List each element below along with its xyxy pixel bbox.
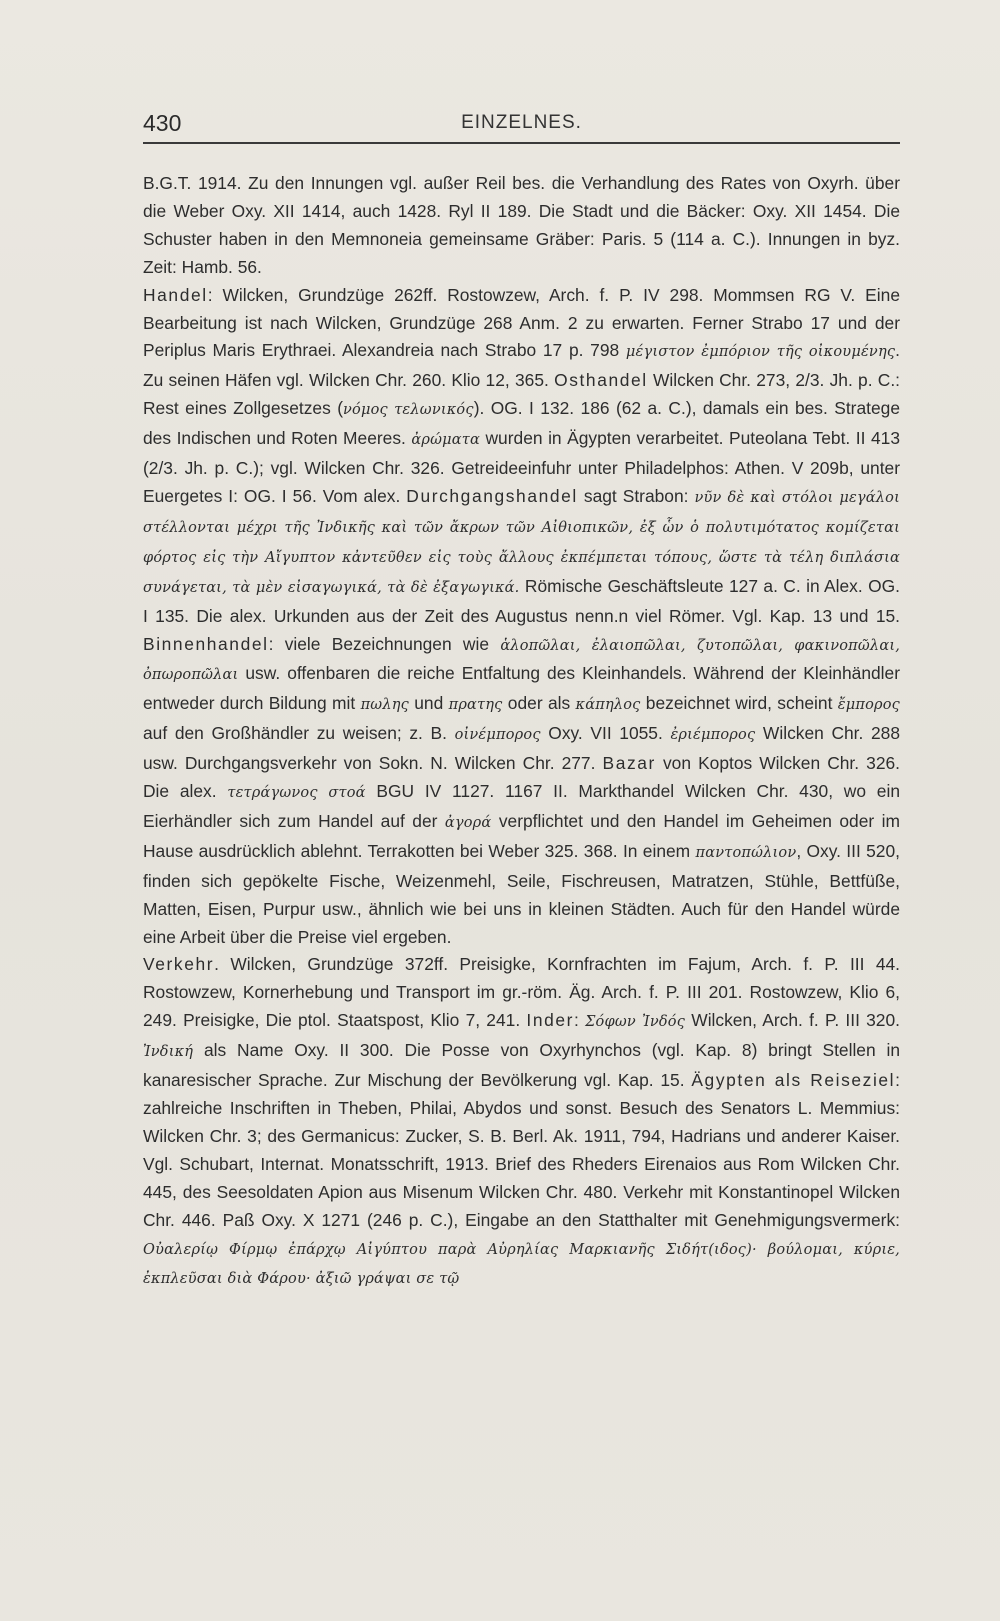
text-run: sagt Strabon: [577,485,695,506]
text-run: verpflichtet und den Handel im Geheimen oder im Hause ausdrücklich ablehnt. Terrakotten bei Weber 325. 368. In einem [143,810,900,861]
text-run: wurden in Ägypten verarbeitet. Puteolana Tebt. II 413 (2/3. Jh. p. C.); vgl. Wilcken Chr. 326. Getreideeinfuhr unter Philadelphos: Athen. V 209b, unter Euergetes I: OG. I 56. Vom alex. [143,428,900,506]
text-run: ). OG. I 132. 186 (62 a. C.), damals ein bes. Stratege des Indischen und Roten Meeres. [143,398,900,449]
text-run: oder als [502,693,576,714]
text-run: : viele Bezeichnungen wie [268,633,501,654]
greek-quotation: παντοπώλιον [695,844,797,861]
spaced-keyword: Durchgangshandel [406,485,578,506]
greek-quotation: κάπηλος [575,697,641,714]
text-run: : zahlreiche Inschriften in Theben, Philai, Abydos und sonst. Besuch des Senators L. Memmius: Wilcken Chr. 3; des Germanicus: Zucker, S. B. Berl. Ak. 1911, 794, Hadrians und anderer Kaiser. Vgl. Schubart, Internat. Monatsschrift, 1913. Brief des Rheders Eirenaios aus Rom Wilcken Chr. 445, des Seesoldaten Apion aus Misenum Wilcken Chr. 480. Verkehr mit Konstantinopel Wilcken Chr. 446. Paß Oxy. X 1271 (246 p. C.), Eingabe an den Statthalter mit Genehmigungsvermerk: [143,1070,900,1230]
page-header [143,108,900,144]
spaced-keyword: Bazar [602,753,656,774]
greek-quotation: τετράγωνος στοά [227,785,366,802]
paragraph [143,170,900,282]
greek-quotation: Οὐαλερίῳ Φίρμῳ ἐπάρχῳ Αἰγύπτου παρὰ Αὐρηλίας Μαρκιανῆς Σιδήτ(ιδος)· βούλομαι, κύριε, ἐκπλεῦσαι διὰ Φάρου· ἀξιῶ γράψαι σε τῷ [143,1241,900,1288]
text-run: bezeichnet wird, scheint [640,693,838,714]
spaced-keyword: Handel [143,284,208,305]
text-run: , Oxy. III 520, finden sich gepökelte Fische, Weizenmehl, Seile, Fischreusen, Matratzen, Stühle, Bettfüße, Matten, Eisen, Purpur usw., ähnlich wie bei uns in kleinen Städten. Auch für den Handel würde eine Arbeit über die Preise viel ergeben. [143,840,900,947]
text-run: . Zu seinen Häfen vgl. Wilcken Chr. 260. Klio 12, 365. [143,340,900,391]
greek-quotation: ἁλοπῶλαι, ἐλαιοπῶλαι, ζυτοπῶλαι, φακινοπῶλαι, ὀπωροπῶλαι [143,637,901,684]
text-run: : Wilcken, Grundzüge 262ff. Rostowzew, Arch. f. P. IV 298. Mommsen RG V. Eine Bearbeitung ist nach Wilcken, Grundzüge 268 Anm. 2 zu erwarten. Ferner Strabo 17 und der Periplus Maris Erythraei. Alexandreia nach Strabo 17 p. 798 [143,284,900,361]
spaced-keyword: Osthandel [554,370,648,391]
text-run: : [574,1010,586,1031]
greek-quotation: πωλης [360,697,409,714]
greek-quotation: νόμος τελωνικός [343,402,474,419]
spaced-keyword: Ägypten als Reiseziel [691,1070,896,1091]
text-run: B.G.T. 1914. Zu den Innungen vgl. außer Reil bes. die Verhandlung des Rates von Oxyrh. über die Weber Oxy. XII 1414, auch 1428. Ryl II 189. Die Stadt und die Bäcker: Oxy. XII 1454. Die Schuster haben in den Memnoneia gemeinsame Gräber: Paris. 5 (114 a. C.). Innungen in byz. Zeit: Hamb. 56. [143,173,900,277]
text-run: Römische Geschäftsleute 127 a. C. in Alex. OG. I 135. Die alex. Urkunden aus der Zeit des Augustus nenn.n viel Römer. Vgl. Kap. 13 und 15. [143,575,900,626]
greek-quotation: οἰνέμπορος [454,727,541,744]
text-run: usw. offenbaren die reiche Entfaltung des Kleinhandels. Während der Kleinhändler entweder durch Bildung mit [143,663,900,714]
text-run: BGU IV 1127. 1167 II. Markthandel Wilcken Chr. 430, wo ein Eierhändler sich zum Handel auf der [143,781,900,831]
greek-quotation: πρατης [448,697,503,714]
greek-quotation: Σόφων Ἰνδός [585,1014,686,1031]
text-run: von Koptos Wilcken Chr. 326. Die alex. [143,753,900,802]
paragraph [143,282,900,952]
spaced-keyword: Binnenhandel [143,633,269,654]
text-run: Wilcken, Arch. f. P. III 320. [685,1010,900,1031]
greek-quotation: μέγιστον ἐμπόριον τῆς οἰκουμένης [625,344,896,361]
text-run: Wilcken Chr. 273, 2/3. Jh. p. C.: Rest eines Zollgesetzes ( [143,370,901,419]
running-title: EINZELNES. [461,112,582,133]
text-run: als Name Oxy. II 300. Die Posse von Oxyrhynchos (vgl. Kap. 8) bringt Stellen in kanaresischer Sprache. Zur Mischung der Bevölkerung vgl. Kap. 15. [143,1040,900,1091]
greek-quotation: ἐριέμπορος [670,727,756,744]
spaced-keyword: Verkehr [143,954,215,975]
greek-quotation: νῦν δὲ καὶ στόλοι μεγάλοι στέλλονται μέχρι τῆς Ἰνδικῆς καὶ τῶν ἄκρων τῶν Αἰθιοπικῶν, ἐξ ὧν ὁ πολυτιμότατος κομίζεται φόρτος εἰς τὴν Αἴγυπτον κἀντεῦθεν εἰς τοὺς ἄλλους ἐκπέμπεται τόπους, ὥστε τὰ τέλη διπλάσια συνάγεται, τὰ μὲν εἰσαγωγικά, τὰ δὲ ἐξαγωγικά. [143,489,900,596]
text-run: . Wilcken, Grundzüge 372ff. Preisigke, Kornfrachten im Fajum, Arch. f. P. III 44. Rostowzew, Kornerhebung und Transport im gr.-röm. Äg. Arch. f. P. III 201. Rostowzew, Klio 6, 249. Preisigke, Die ptol. Staatspost, Klio 7, 241. [143,954,900,1031]
greek-quotation: ἀγορά [444,814,492,831]
greek-quotation: ἔμπορος [837,697,900,714]
body-text [143,170,900,1294]
greek-quotation: ἀρώματα [411,432,480,449]
spaced-keyword: Inder [526,1010,575,1031]
text-run: Wilcken Chr. 288 usw. Durchgangsverkehr von Sokn. N. Wilcken Chr. 277. [143,723,900,774]
text-run: und [408,693,449,714]
text-run: auf den Großhändler zu weisen; z. B. [143,723,455,744]
text-run: Oxy. VII 1055. [540,723,671,744]
paragraph [143,951,900,1294]
page-number: 430 [143,110,182,136]
greek-quotation: Ἰνδική [143,1044,194,1061]
